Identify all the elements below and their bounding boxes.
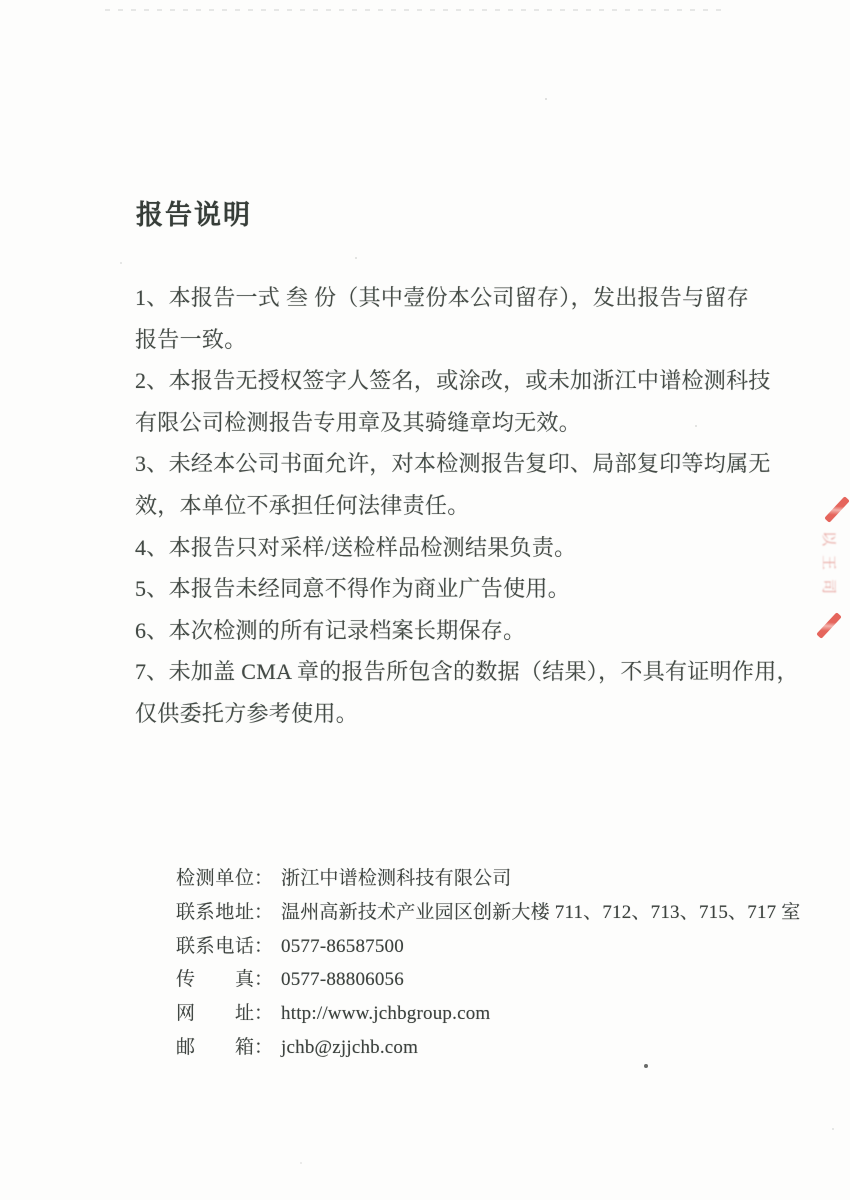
- note-line: 1、本报告一式 叁 份（其中壹份本公司留存），发出报告与留存: [135, 285, 750, 310]
- seal-fragment-glyphs: 以王司: [820, 531, 836, 604]
- contact-label: 邮箱: [176, 1036, 254, 1058]
- seam-seal-fragment-icon: [812, 498, 850, 643]
- note-line: 效，本单位不承担任何法律责任。: [135, 492, 470, 518]
- note-line: 5、本报告未经同意不得作为商业广告使用。: [135, 576, 571, 602]
- contact-value: 温州高新技术产业园区创新大楼 711、712、713、715、717 室: [281, 901, 801, 923]
- contact-row: [176, 862, 801, 896]
- note-line: 仅供委托方参考使用。: [135, 700, 359, 726]
- contact-colon: ：: [254, 1036, 274, 1058]
- contact-colon: ：: [254, 969, 274, 991]
- contact-value: http://www.jchbgroup.com: [281, 1003, 491, 1025]
- contact-row: [176, 997, 801, 1031]
- note-line: 2、本报告无授权签字人签名，或涂改，或未加浙江中谱检测科技: [135, 368, 771, 394]
- report-notes-list: [135, 277, 799, 735]
- contact-label: 联系电话: [176, 935, 254, 957]
- contact-colon: ：: [254, 935, 274, 957]
- contact-colon: ：: [254, 1003, 274, 1025]
- note-line: 3、未经本公司书面允许，对本检测报告复印、局部复印等均属无: [135, 451, 771, 477]
- contact-row: [176, 896, 801, 930]
- note-line: 7、未加盖 CMA 章的报告所包含的数据（结果），不具有证明作用，: [135, 659, 799, 685]
- contact-value: 0577-88806056: [281, 969, 404, 991]
- contact-row: [176, 963, 801, 997]
- contact-value: 0577-86587500: [281, 935, 404, 957]
- contact-row: [176, 930, 801, 964]
- note-line: 有限公司检测报告专用章及其骑缝章均无效。: [135, 409, 582, 435]
- note-line: 6、本次检测的所有记录档案长期保存。: [135, 617, 526, 643]
- contact-colon: ：: [254, 868, 274, 889]
- contact-info-block: [176, 862, 801, 1065]
- scan-noise-specks: [0, 0, 2, 2]
- contact-label: 传真: [176, 969, 254, 991]
- contact-colon: ：: [254, 901, 274, 923]
- seal-stroke-bottom: [816, 612, 842, 639]
- contact-label: 网址: [176, 1003, 254, 1025]
- contact-label: 联系地址: [176, 901, 254, 923]
- contact-value: 浙江中谱检测科技有限公司: [281, 868, 512, 889]
- note-line: 4、本报告只对采样/送检样品检测结果负责。: [135, 534, 577, 560]
- note-line: 报告一致。: [135, 326, 247, 352]
- page-title: 报告说明: [136, 200, 252, 230]
- scan-artifact-line: [105, 9, 725, 11]
- contact-value: jchb@zjjchb.com: [281, 1036, 419, 1058]
- contact-label: 检测单位: [176, 868, 254, 889]
- contact-row: [176, 1031, 801, 1065]
- seal-stroke-top: [824, 496, 850, 523]
